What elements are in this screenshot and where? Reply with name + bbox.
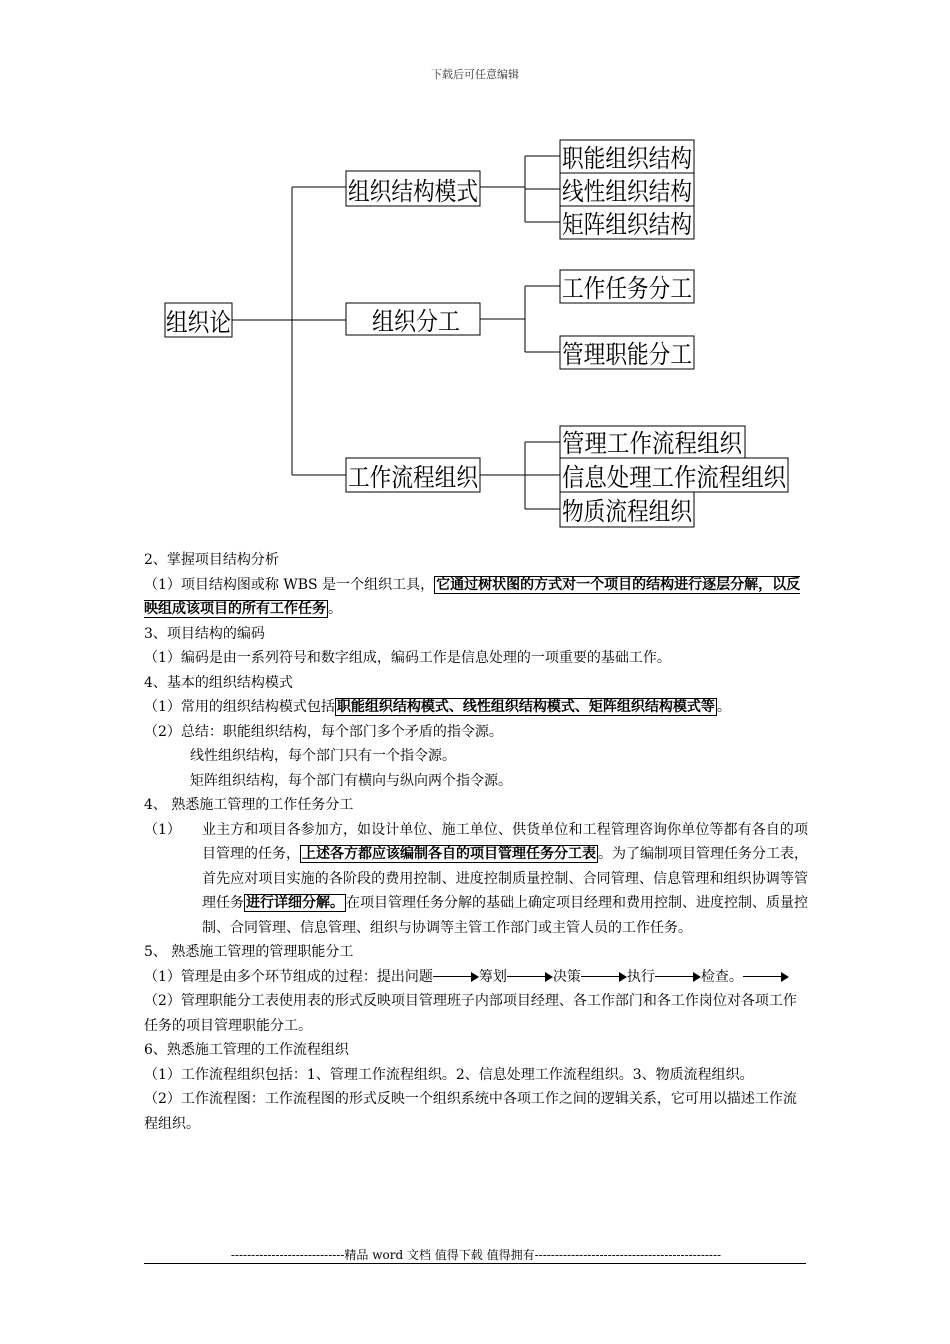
section-2-title: 2、掌握项目结构分析 [144,552,279,568]
arrow-right-icon [433,972,479,982]
section-4b-text-3: 在项目管理任务分解的基础上确定项目经理和费用控制、进度控制、质量控制、合同管理、信息管理、组织与协调等主管工作部门或主管人员的工作任务。 [202,895,808,936]
page-header: 下载后可任意编辑 [431,68,519,81]
flow-step: 决策 [552,968,581,985]
section-2-end: 。 [328,601,342,617]
flow-step: 筹划 [478,968,507,985]
section-2-text: （1）项目结构图或称 WBS 是一个组织工具， [144,576,435,593]
leaf-node-material-workflow: 物质流程组织 [562,497,693,526]
section-4b-body [202,818,808,941]
body-text [144,548,808,1136]
section-4a-paragraph-2: （2）总结：职能组织结构，每个部门多个矛盾的指令源。 [144,723,503,740]
section-4a-title: 4、基本的组织结构模式 [144,674,293,691]
root-node: 组织论 [166,308,231,337]
leaf-node-function-division: 管理职能分工 [562,340,692,369]
section-6-title: 6、熟悉施工管理的工作流程组织 [144,1042,349,1058]
section-4a-highlight: 职能组织结构模式、线性组织结构模式、矩阵组织结构模式等 [336,699,715,715]
section-3-paragraph: （1）编码是由一系列符号和数字组成，编码工作是信息处理的一项重要的基础工作。 [144,650,671,666]
org-theory-diagram [0,130,950,530]
section-4a-end: 。 [716,699,731,715]
arrow-right-icon [581,972,627,982]
section-5-process-flow [144,965,808,990]
arrow-right-icon [743,972,789,982]
flow-step: 执行 [626,968,655,985]
section-6-paragraph-1: （1）工作流程组织包括：1、管理工作流程组织。2、信息处理工作流程组织。3、物质流程组织。 [144,1066,754,1083]
section-4a-text: （1）常用的组织结构模式包括 [144,699,335,715]
leaf-node-linear: 线性组织结构 [562,177,692,206]
leaf-node-task-division: 工作任务分工 [562,274,692,303]
section-3-title: 3、项目结构的编码 [144,625,265,642]
section-2-highlight: 它通过树状图的方式对一个项目的结构进行逐层分解，以反映组成该项目的所有工作任务 [144,576,801,617]
page-footer: ----------------------------精品 word 文档 值得下载 值得拥有---------------------------------------------- [230,1248,722,1262]
branch-node-division: 组织分工 [372,307,460,336]
flow-step: 提出问题 [376,968,433,985]
arrow-right-icon [507,972,553,982]
section-4b-label: （1） [144,821,181,838]
section-4b-text-2: 。为了编制项目管理任务分工表，首先应对项目实施的各阶段的费用控制、进度控制质量控制、合同管理、信息管理和组织协调等管理任务 [202,846,808,911]
section-6-paragraph-2: （2）工作流程图：工作流程图的形式反映一个组织系统中各项工作之间的逻辑关系，它可用以描述工作流程组织。 [144,1091,797,1132]
section-4a-paragraph-4: 矩阵组织结构，每个部门有横向与纵向两个指令源。 [190,772,512,789]
section-4a-paragraph-1 [144,695,808,720]
leaf-node-functional: 职能组织结构 [562,144,692,173]
section-4a-paragraph-3: 线性组织结构，每个部门只有一个指令源。 [190,748,456,764]
section-5-text: （1）管理是由多个环节组成的过程： [144,968,377,985]
section-4b-highlight-1: 上述各方都应该编制各自的项目管理任务分工表 [302,846,596,862]
leaf-node-mgmt-workflow: 管理工作流程组织 [562,429,743,458]
branch-node-structure: 组织结构模式 [348,177,478,206]
section-4b-title: 4、 熟悉施工管理的工作任务分工 [144,797,354,813]
section-5-paragraph-2: （2）管理职能分工表使用表的形式反映项目管理班子内部项目经理、各工作部门和各工作岗位对各项工作任务的项目管理职能分工。 [144,993,797,1034]
section-5-title: 5、 熟悉施工管理的管理职能分工 [144,944,354,960]
arrow-right-icon [655,972,701,982]
branch-node-workflow: 工作流程组织 [348,463,479,492]
leaf-node-matrix: 矩阵组织结构 [562,210,692,239]
leaf-node-info-workflow: 信息处理工作流程组织 [562,463,787,492]
section-4b-text-1: 业主方和项目各参加方，如设计单位、施工单位、供货单位和工程管理咨询你单位等都有各自的项目管理的任务， [202,821,808,862]
section-2-paragraph [144,573,808,622]
flow-step: 检查。 [700,968,743,985]
footer-divider [144,1263,806,1264]
section-4b-highlight-2: 进行详细分解。 [246,895,344,911]
section-4b-paragraph [144,818,808,941]
